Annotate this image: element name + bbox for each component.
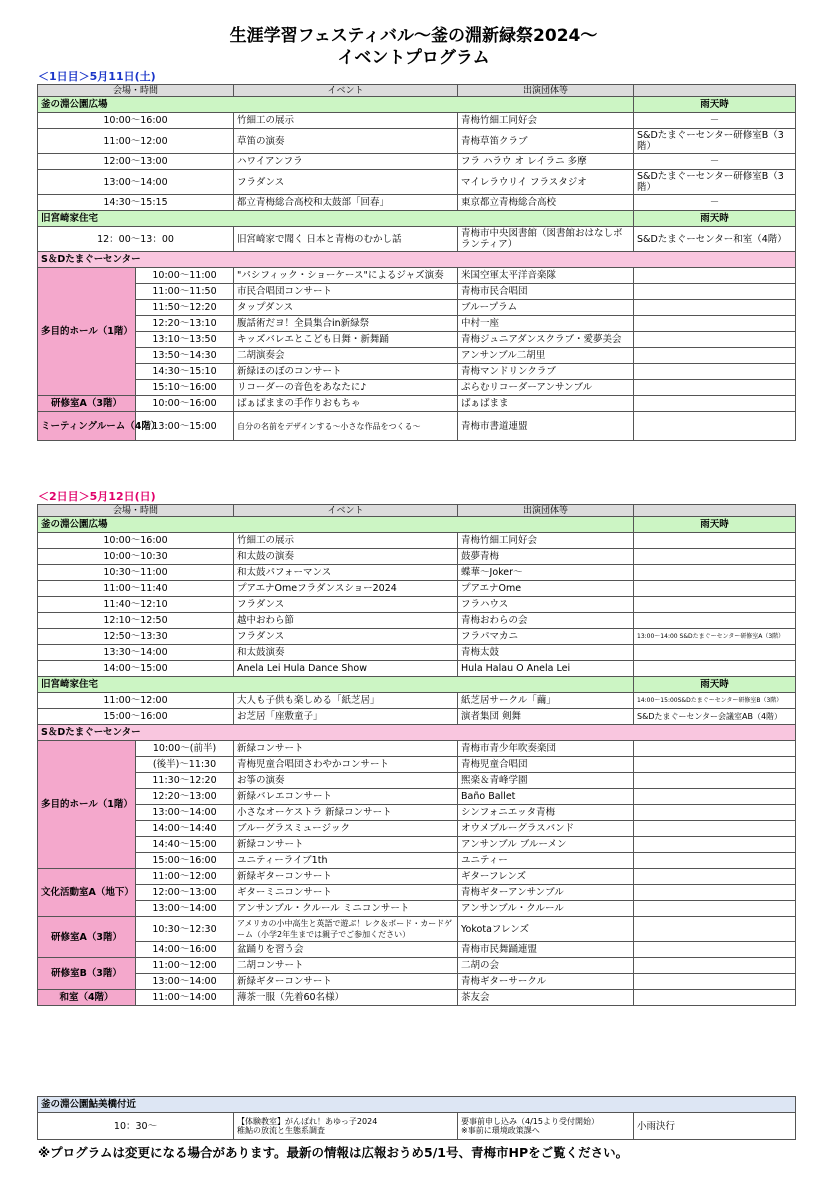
performer-cell: 米国空軍太平洋音楽隊	[458, 268, 634, 284]
event-cell: 和太鼓パフォーマンス	[234, 565, 458, 581]
time-cell: 11:00〜12:00	[136, 958, 234, 974]
table-row	[38, 821, 796, 837]
event-cell: ハワイアンフラ	[234, 154, 458, 170]
time-cell: 14:00〜16:00	[136, 942, 234, 958]
time-cell: 11:00〜14:00	[136, 990, 234, 1006]
page-subtitle: イベントプログラム	[337, 48, 490, 68]
time-cell: 14:00〜15:00	[38, 661, 234, 677]
venue-washitsu: 和室（4階）	[38, 990, 136, 1006]
section-house	[38, 677, 796, 693]
rain-header: 雨天時	[634, 677, 796, 693]
rain-cell	[634, 942, 796, 958]
venue-meeting-room: ミーティングルーム（4階）	[38, 412, 136, 441]
rain-header: 雨天時	[634, 97, 796, 113]
col-performer: 出演団体等	[458, 85, 634, 97]
rain-cell	[634, 661, 796, 677]
time-cell: 11:00〜12:00	[38, 129, 234, 154]
table-row	[38, 284, 796, 300]
event-cell	[234, 1113, 458, 1140]
rain-cell	[634, 789, 796, 805]
performer-cell: 東京都立青梅総合高校	[458, 195, 634, 211]
rain-cell: S&Dたまぐーセンター会議室AB（4階）	[634, 709, 796, 725]
performer-cell: フラ ハラウ オ レイラニ 多摩	[458, 154, 634, 170]
venue-hall: 多目的ホール（1階）	[38, 741, 136, 869]
event-cell: ユニティーライブ1th	[234, 853, 458, 869]
table-row	[38, 396, 796, 412]
table-row	[38, 990, 796, 1006]
time-cell: 14:30〜15:10	[136, 364, 234, 380]
section-ayu	[38, 1097, 796, 1113]
performer-cell: 青梅市中央図書館（図書館おはなしボランティア）	[458, 227, 634, 252]
performer-cell: 蝶華〜Joker〜	[458, 565, 634, 581]
time-cell: 13:00〜15:00	[136, 412, 234, 441]
time-cell: 11:00〜11:50	[136, 284, 234, 300]
rain-header: 雨天時	[634, 517, 796, 533]
rain-cell: S&Dたまぐーセンター研修室B（3階）	[634, 129, 796, 154]
event-cell: 二胡演奏会	[234, 348, 458, 364]
table-row	[38, 661, 796, 677]
rain-cell	[634, 565, 796, 581]
page-title: 生涯学習フェスティバル〜釜の淵新緑祭2024〜	[229, 26, 598, 46]
table-row	[38, 113, 796, 129]
rain-cell	[634, 380, 796, 396]
event-cell: 新緑ギターコンサート	[234, 974, 458, 990]
event-cell: ブルーグラスミュージック	[234, 821, 458, 837]
event-cell: 越中おわら節	[234, 613, 458, 629]
time-cell: 14:40〜15:00	[136, 837, 234, 853]
event-cell: 旧宮崎家で聞く 日本と青梅のむかし話	[234, 227, 458, 252]
event-cell: 新緑ギターコンサート	[234, 869, 458, 885]
time-cell: 13:00〜14:00	[136, 901, 234, 917]
event-cell: 薄茶一服（先着60名様）	[234, 990, 458, 1006]
section-name: S＆Dたまぐーセンター	[38, 252, 796, 268]
performer-cell: オウメブルーグラスバンド	[458, 821, 634, 837]
performer-cell: 青梅ジュニアダンスクラブ・愛夢美会	[458, 332, 634, 348]
section-park	[38, 97, 796, 113]
time-cell: 15:00〜16:00	[38, 709, 234, 725]
event-cell: 竹細工の展示	[234, 113, 458, 129]
table-row	[38, 885, 796, 901]
event-cell: 市民合唱団コンサート	[234, 284, 458, 300]
performer-cell: 鼓夢青梅	[458, 549, 634, 565]
performer-cell: ブループラム	[458, 300, 634, 316]
table-row	[38, 227, 796, 252]
day1-table	[37, 84, 796, 441]
venue-hall: 多目的ホール（1階）	[38, 268, 136, 396]
performer-cell: ギターフレンズ	[458, 869, 634, 885]
table-row	[38, 154, 796, 170]
time-cell: 10:00〜16:00	[38, 533, 234, 549]
event-cell: キッズバレエとこども日舞・新舞踊	[234, 332, 458, 348]
section-center	[38, 252, 796, 268]
performer-cell: プアエナOme	[458, 581, 634, 597]
event-cell: 草笛の演奏	[234, 129, 458, 154]
day1-header: ＜1日目＞5月11日(土)	[38, 70, 156, 83]
table-row	[38, 773, 796, 789]
time-cell: 10:00〜11:00	[136, 268, 234, 284]
col-venue-time: 会場・時間	[38, 505, 234, 517]
time-cell: 10:30〜11:00	[38, 565, 234, 581]
col-event: イベント	[234, 85, 458, 97]
performer-cell: 青梅市民合唱団	[458, 284, 634, 300]
time-cell: 12：00〜13：00	[38, 227, 234, 252]
col-event: イベント	[234, 505, 458, 517]
table-row	[38, 549, 796, 565]
performer-cell: ユニティー	[458, 853, 634, 869]
event-cell: 二胡コンサート	[234, 958, 458, 974]
time-cell: 10：30〜	[38, 1113, 234, 1140]
event-cell: 小さなオーケストラ 新緑コンサート	[234, 805, 458, 821]
time-cell: 15:00〜16:00	[136, 853, 234, 869]
time-cell: 11:30〜12:20	[136, 773, 234, 789]
event-cell: フラダンス	[234, 629, 458, 645]
table-row	[38, 917, 796, 942]
table-row	[38, 597, 796, 613]
table-row	[38, 709, 796, 725]
section-name: 旧宮崎家住宅	[38, 211, 634, 227]
time-cell: 10:00〜16:00	[136, 396, 234, 412]
rain-cell	[634, 300, 796, 316]
event-cell: お筝の演奏	[234, 773, 458, 789]
table-row	[38, 332, 796, 348]
time-cell: 12:50〜13:30	[38, 629, 234, 645]
event-cell: フラダンス	[234, 597, 458, 613]
time-cell: 10:00〜16:00	[38, 113, 234, 129]
rain-cell: S&Dたまぐーセンター研修室B（3階）	[634, 170, 796, 195]
section-name: 釜の淵公園広場	[38, 517, 634, 533]
table-row	[38, 629, 796, 645]
performer-cell: 煕楽＆青峰学園	[458, 773, 634, 789]
table-row	[38, 129, 796, 154]
performer-cell: フラパマカニ	[458, 629, 634, 645]
performer-line-2: ※事前に環境政策課へ	[461, 1126, 540, 1135]
table-row	[38, 195, 796, 211]
time-cell: 11:00〜12:00	[136, 869, 234, 885]
event-cell: 新緑ほのぼのコンサート	[234, 364, 458, 380]
table-row	[38, 789, 796, 805]
table-row	[38, 693, 796, 709]
performer-cell: 青梅ギターサークル	[458, 974, 634, 990]
table-row	[38, 348, 796, 364]
performer-cell: アンサンブル ブルーメン	[458, 837, 634, 853]
performer-cell: Baño Ballet	[458, 789, 634, 805]
table-row	[38, 364, 796, 380]
section-name: S＆Dたまぐーセンター	[38, 725, 796, 741]
event-line-2: 稚鮎の放流と生態系調査	[237, 1126, 325, 1135]
rain-cell	[634, 901, 796, 917]
performer-cell: アンサンブル・クルール	[458, 901, 634, 917]
performer-cell: フラハウス	[458, 597, 634, 613]
table-row	[38, 805, 796, 821]
venue-room-b: 研修室B（3階）	[38, 958, 136, 990]
event-cell: ばぁばままの手作りおもちゃ	[234, 396, 458, 412]
time-cell: 12:10〜12:50	[38, 613, 234, 629]
performer-line-1: 要事前申し込み（4/15より受付開始）	[461, 1117, 599, 1126]
rain-cell	[634, 869, 796, 885]
rain-cell	[634, 917, 796, 942]
time-cell: 13:00〜14:00	[38, 170, 234, 195]
table-row	[38, 741, 796, 757]
section-name: 釜の淵公園鮎美橋付近	[38, 1097, 796, 1113]
performer-cell: 青梅竹細工同好会	[458, 533, 634, 549]
rain-cell	[634, 741, 796, 757]
table-row	[38, 837, 796, 853]
col-rain	[634, 505, 796, 517]
rain-cell: －	[634, 113, 796, 129]
event-cell: 大人も子供も楽しめる「紙芝居」	[234, 693, 458, 709]
section-park	[38, 517, 796, 533]
event-cell: タップダンス	[234, 300, 458, 316]
event-cell: 和太鼓演奏	[234, 645, 458, 661]
rain-cell	[634, 990, 796, 1006]
performer-cell: マイレラウリイ フラスタジオ	[458, 170, 634, 195]
table-row	[38, 316, 796, 332]
table-row	[38, 942, 796, 958]
rain-cell	[634, 597, 796, 613]
performer-cell: 青梅市民舞踊連盟	[458, 942, 634, 958]
performer-cell	[458, 1113, 634, 1140]
performer-cell: アンサンブル二胡里	[458, 348, 634, 364]
time-cell: 12:20〜13:10	[136, 316, 234, 332]
venue-room-a: 研修室A（3階）	[38, 917, 136, 958]
rain-cell	[634, 773, 796, 789]
table-row	[38, 565, 796, 581]
rain-cell	[634, 316, 796, 332]
performer-cell: ぷらむリコーダーアンサンブル	[458, 380, 634, 396]
performer-cell: 青梅マンドリンクラブ	[458, 364, 634, 380]
performer-cell: 青梅おわらの会	[458, 613, 634, 629]
performer-cell: シンフォニエッタ青梅	[458, 805, 634, 821]
event-cell: アンサンブル・クルール ミニコンサート	[234, 901, 458, 917]
table-row	[38, 300, 796, 316]
performer-cell: 二胡の会	[458, 958, 634, 974]
rain-cell	[634, 284, 796, 300]
time-cell: 11:00〜12:00	[38, 693, 234, 709]
ayu-table	[37, 1096, 796, 1140]
event-cell: Anela Lei Hula Dance Show	[234, 661, 458, 677]
rain-cell	[634, 364, 796, 380]
table-row	[38, 268, 796, 284]
rain-cell	[634, 613, 796, 629]
rain-cell	[634, 757, 796, 773]
table-row	[38, 853, 796, 869]
section-name: 釜の淵公園広場	[38, 97, 634, 113]
rain-cell	[634, 549, 796, 565]
time-cell: 13:00〜14:00	[136, 974, 234, 990]
time-cell: 11:50〜12:20	[136, 300, 234, 316]
table-row	[38, 757, 796, 773]
rain-cell	[634, 533, 796, 549]
col-rain	[634, 85, 796, 97]
table-row	[38, 581, 796, 597]
rain-cell	[634, 268, 796, 284]
footer-note: ※プログラムは変更になる場合があります。最新の情報は広報おうめ5/1号、青梅市HPをご覧ください。	[38, 1145, 629, 1160]
rain-cell	[634, 332, 796, 348]
event-cell: 新緑コンサート	[234, 837, 458, 853]
rain-cell	[634, 412, 796, 441]
rain-cell	[634, 853, 796, 869]
time-cell: 15:10〜16:00	[136, 380, 234, 396]
event-cell: フラダンス	[234, 170, 458, 195]
time-cell: 11:00〜11:40	[38, 581, 234, 597]
table-row	[38, 958, 796, 974]
event-cell: 竹細工の展示	[234, 533, 458, 549]
table-row	[38, 645, 796, 661]
time-cell: 13:30〜14:00	[38, 645, 234, 661]
performer-cell: ばぁばまま	[458, 396, 634, 412]
event-cell: プアエナOmeフラダンスショー2024	[234, 581, 458, 597]
col-venue-time: 会場・時間	[38, 85, 234, 97]
day2-table	[37, 504, 796, 1006]
performer-cell: Hula Halau O Anela Lei	[458, 661, 634, 677]
event-cell: 新緑バレエコンサート	[234, 789, 458, 805]
event-cell: リコーダーの音色をあなたに♪	[234, 380, 458, 396]
rain-cell	[634, 581, 796, 597]
rain-cell	[634, 958, 796, 974]
table-row	[38, 1113, 796, 1140]
time-cell: 14:30〜15:15	[38, 195, 234, 211]
rain-cell	[634, 645, 796, 661]
rain-cell	[634, 396, 796, 412]
table-row	[38, 533, 796, 549]
event-cell: 新緑コンサート	[234, 741, 458, 757]
rain-cell: 小雨決行	[634, 1113, 796, 1140]
table-row	[38, 170, 796, 195]
rain-cell	[634, 837, 796, 853]
section-center	[38, 725, 796, 741]
time-cell: 10:30〜12:30	[136, 917, 234, 942]
event-cell: お芝居「座敷童子」	[234, 709, 458, 725]
rain-cell	[634, 885, 796, 901]
rain-cell: S&Dたまぐーセンター和室（4階）	[634, 227, 796, 252]
venue-culture-room: 文化活動室A（地下）	[38, 869, 136, 917]
time-cell: 12:00〜13:00	[38, 154, 234, 170]
rain-cell: 13:00〜14:00 S&Dたまぐーセンター研修室A（3階）	[634, 629, 796, 645]
time-cell: 13:10〜13:50	[136, 332, 234, 348]
time-cell: 13:00〜14:00	[136, 805, 234, 821]
performer-cell: 青梅太鼓	[458, 645, 634, 661]
event-cell: ギターミニコンサート	[234, 885, 458, 901]
event-line-1: 【体験教室】がんばれ！あゆっ子2024	[237, 1117, 378, 1126]
event-cell: 青梅児童合唱団さわやかコンサート	[234, 757, 458, 773]
performer-cell: 青梅市青少年吹奏楽団	[458, 741, 634, 757]
performer-cell: 青梅竹細工同好会	[458, 113, 634, 129]
performer-cell: 青梅市書道連盟	[458, 412, 634, 441]
performer-cell: 中村一座	[458, 316, 634, 332]
event-cell: "パシフィック・ショーケース"によるジャズ演奏	[234, 268, 458, 284]
time-cell: 12:00〜13:00	[136, 885, 234, 901]
rain-cell: －	[634, 154, 796, 170]
event-cell: 自分の名前をデザインする〜小さな作品をつくる〜	[234, 412, 458, 441]
event-cell: アメリカの小中高生と英語で遊ぶ！レク＆ボード・カードゲーム（小学2年生までは親子でご参加ください）	[234, 917, 458, 942]
table-row	[38, 380, 796, 396]
event-cell: 盆踊りを習う会	[234, 942, 458, 958]
column-header-row	[38, 505, 796, 517]
column-header-row	[38, 85, 796, 97]
event-cell: 和太鼓の演奏	[234, 549, 458, 565]
col-performer: 出演団体等	[458, 505, 634, 517]
section-house	[38, 211, 796, 227]
performer-cell: 青梅草笛クラブ	[458, 129, 634, 154]
section-name: 旧宮崎家住宅	[38, 677, 634, 693]
rain-cell	[634, 974, 796, 990]
performer-cell: 青梅児童合唱団	[458, 757, 634, 773]
venue-room-a: 研修室A（3階）	[38, 396, 136, 412]
performer-cell: 青梅ギターアンサンブル	[458, 885, 634, 901]
event-cell: 都立青梅総合高校和太鼓部「回春」	[234, 195, 458, 211]
time-cell: 14:00〜14:40	[136, 821, 234, 837]
rain-cell	[634, 821, 796, 837]
time-cell: (後半)〜11:30	[136, 757, 234, 773]
time-cell: 13:50〜14:30	[136, 348, 234, 364]
performer-cell: 茶友会	[458, 990, 634, 1006]
day2-header: ＜2日目＞5月12日(日)	[38, 490, 156, 503]
rain-cell	[634, 348, 796, 364]
performer-cell: 紙芝居サークル「繭」	[458, 693, 634, 709]
table-row	[38, 869, 796, 885]
table-row	[38, 974, 796, 990]
time-cell: 10:00〜10:30	[38, 549, 234, 565]
rain-cell: 14:00〜15:00S&Dたまぐーセンター研修室B（3階）	[634, 693, 796, 709]
event-cell: 腹話術だヨ！全員集合in新緑祭	[234, 316, 458, 332]
time-cell: 12:20〜13:00	[136, 789, 234, 805]
time-cell: 11:40〜12:10	[38, 597, 234, 613]
rain-cell	[634, 805, 796, 821]
table-row	[38, 412, 796, 441]
time-cell: 10:00〜(前半)	[136, 741, 234, 757]
rain-header: 雨天時	[634, 211, 796, 227]
performer-cell: 演者集団 剣舞	[458, 709, 634, 725]
table-row	[38, 613, 796, 629]
performer-cell: Yokotaフレンズ	[458, 917, 634, 942]
table-row	[38, 901, 796, 917]
rain-cell: －	[634, 195, 796, 211]
